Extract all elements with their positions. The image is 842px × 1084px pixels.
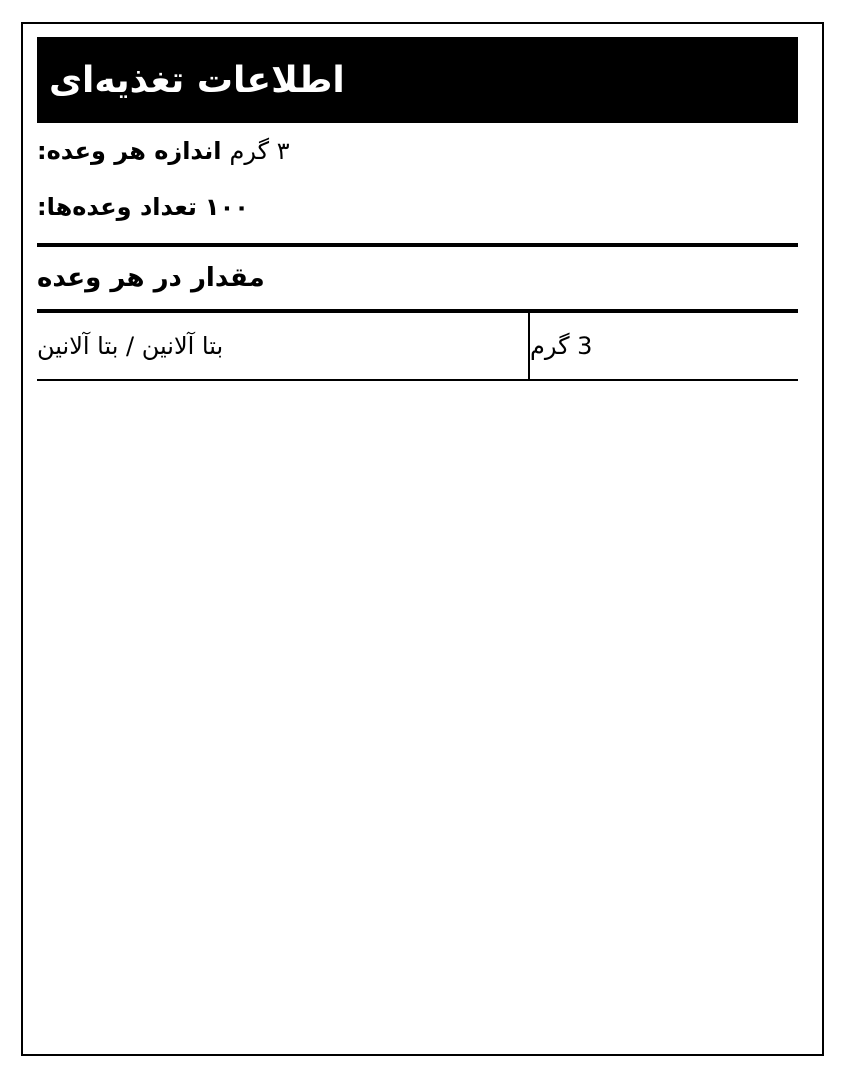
- serving-size-line: [37, 123, 798, 179]
- serving-size-value: ۳ گرم: [229, 137, 290, 165]
- nutrient-name-cell: [37, 313, 530, 379]
- nutrition-label-frame: [21, 22, 824, 1056]
- nutrition-panel: [37, 37, 798, 381]
- serving-size-label: اندازه هر وعده:: [37, 137, 222, 165]
- servings-count-label: تعداد وعده‌ها:: [37, 193, 197, 221]
- per-serving-heading: [37, 247, 798, 309]
- servings-count-value: ۱۰۰: [204, 193, 249, 221]
- title-bar: [37, 37, 798, 123]
- servings-count-line: [37, 179, 798, 235]
- per-serving-heading-text: مقدار در هر وعده: [37, 263, 265, 293]
- nutrient-name: بتا آلانین / بتا آلانین: [37, 332, 224, 360]
- nutrition-title: اطلاعات تغذیه‌ای: [49, 59, 345, 101]
- nutrient-row: [37, 313, 798, 381]
- nutrient-amount-cell: [530, 313, 798, 379]
- nutrient-amount: 3 گرم: [530, 332, 593, 360]
